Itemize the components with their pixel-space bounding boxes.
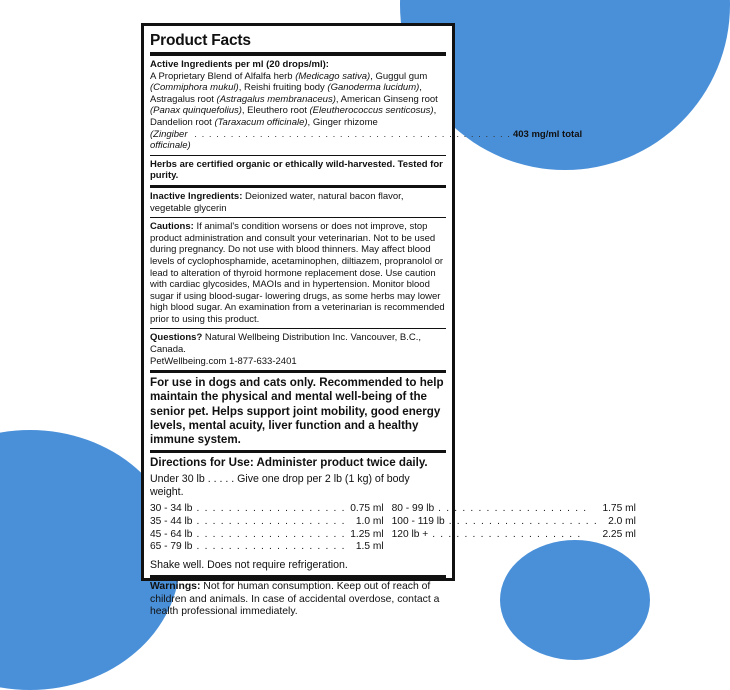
warnings-label: Warnings:: [150, 580, 201, 592]
active-ingredients-total-row: [150, 128, 583, 152]
cautions-text: If animal's condition worsens or does not improve, stop product administration and consult your veterinarian. Not to be used during pregnancy. Do not use with blood thinners. May affect blood levels of cyclophosphamide, acetaminophen, diltiazem, propranolol or lead to alteration of thyroid hormone replacement dose. Use caution with cardiac glycosides, MAOIs and in hypertension. Monitor blood sugar if using blood-sugar- lowering drugs, as some herbs may lower high blood sugar. An examination from a veterinarian is recommended prior to using this product.: [150, 221, 445, 325]
product-facts-label: [141, 23, 636, 618]
shake-note: Shake well. Does not require refrigeration.: [150, 558, 348, 571]
directions-section: [150, 453, 636, 578]
dose-weight: 120 lb +: [391, 528, 429, 540]
cautions-label: Cautions:: [150, 221, 194, 233]
dose-table: [150, 503, 636, 553]
ingredient-name: , Ginger rhizome: [307, 116, 378, 128]
dose-weight: 30 - 34 lb: [150, 503, 193, 515]
warnings-text: Not for human consumption. Keep out of reach of children and animals. In case of accidental overdose, contact a health professional immediately.: [150, 580, 440, 618]
latin-name: (Eleutherococcus senticosus): [309, 105, 434, 117]
dose-row: [150, 503, 384, 516]
use-text: For use in dogs and cats only. Recommended to help maintain the physical and mental well-being of the senior pet. Helps support joint mobility, good energy levels, mental acuity, liver function and a healthy immune system.: [150, 376, 444, 447]
dose-amount: 2.0 ml: [608, 516, 636, 528]
questions-section: [150, 329, 446, 373]
dose-weight: 80 - 99 lb: [391, 503, 435, 515]
latin-name: (Taraxacum officinale): [214, 116, 308, 128]
latin-name: (Medicago sativa): [295, 70, 371, 82]
dose-weight: 65 - 79 lb: [150, 541, 193, 553]
directions-under-30: Under 30 lb . . . . . Give one drop per 2 lb (1 kg) of body weight.: [150, 473, 410, 499]
dose-amount: 2.25 ml: [602, 528, 636, 540]
ingredient-name: , Astragalus root: [150, 82, 422, 105]
dot-leader: . . . . . . . . . . . . . . . . . . .: [192, 528, 346, 540]
warnings-section: [150, 578, 446, 622]
inactive-ingredients-label: Inactive Ingredients:: [150, 190, 243, 202]
inactive-ingredients-section: [150, 188, 446, 218]
dose-amount: 1.0 ml: [355, 516, 384, 528]
dose-amount: 1.25 ml: [350, 528, 384, 540]
dose-row: [392, 529, 636, 542]
dot-leader: . . . . . . . . . . . . . . . . . . .: [192, 503, 346, 515]
dot-leader: . . . . . . . . . . . . . . . . . . . . . . . . . . . . . . . . . . . . . . . . . . . .: [190, 128, 511, 140]
questions-text: Natural Wellbeing Distribution Inc. Vancouver, B.C., Canada.: [150, 332, 422, 356]
ingredient-name: , Eleuthero root: [241, 105, 310, 117]
questions-label: Questions?: [150, 332, 203, 344]
latin-name: (Astragalus membranaceus): [216, 93, 336, 105]
dose-row: [150, 516, 384, 529]
cautions-section: [150, 218, 446, 329]
dose-amount: 1.5 ml: [355, 541, 384, 553]
active-ingredients-heading: Active Ingredients per ml (20 drops/ml):: [150, 59, 329, 70]
active-ingredients-text: [150, 71, 446, 129]
dot-leader: . . . . . . . . . . . . . . . . . . .: [192, 516, 346, 528]
dose-row: [150, 529, 384, 542]
dot-leader: . . . . . . . . . . . . . . . . . . .: [192, 541, 346, 553]
active-ingredients-section: [150, 56, 583, 156]
certified-section: [150, 156, 446, 188]
use-section: [150, 373, 446, 453]
dose-weight: 100 - 119 lb: [391, 516, 445, 528]
dose-row: [150, 541, 384, 554]
certified-text: Herbs are certified organic or ethically wild-harvested. Tested for purity.: [150, 158, 443, 182]
latin-name: (Ganoderma lucidum): [327, 82, 420, 94]
latin-name: (Panax quinquefolius): [150, 105, 242, 117]
active-ingredients-total: 403 mg/ml total: [512, 128, 583, 140]
directions-heading: Directions for Use: Administer product twice daily.: [150, 456, 428, 470]
dose-amount: 0.75 ml: [350, 503, 384, 515]
inactive-ingredients-text: Deionized water, natural bacon flavor, vegetable glycerin: [150, 190, 404, 214]
dose-row: [392, 516, 636, 529]
ingredient-name: , American Ginseng root: [335, 93, 438, 105]
questions-contact: PetWellbeing.com 1-877-633-2401: [150, 355, 297, 367]
dot-leader: . . . . . . . . . . . . . . . . . . .: [444, 516, 598, 528]
active-ingredients-last-latin: (Zingiber officinale): [150, 128, 191, 152]
dose-weight: 45 - 64 lb: [150, 528, 193, 540]
dose-column-left: [150, 503, 384, 553]
decorative-blob-bottom-right: [500, 540, 650, 660]
ingredient-name: , Reishi fruiting body: [238, 82, 328, 94]
label-title: Product Facts: [150, 32, 446, 56]
ingredient-name: A Proprietary Blend of Alfalfa herb: [150, 70, 296, 82]
ingredient-name: , Dandelion root: [150, 105, 437, 128]
dot-leader: . . . . . . . . . . . . . . . . . . .: [428, 528, 582, 540]
dose-amount: 1.75 ml: [602, 503, 636, 515]
ingredient-name: , Guggul gum: [370, 70, 428, 82]
dot-leader: . . . . . . . . . . . . . . . . . . .: [434, 503, 588, 515]
dose-weight: 35 - 44 lb: [150, 516, 193, 528]
latin-name: (Commiphora mukul): [150, 82, 239, 94]
dose-row: [392, 503, 636, 516]
dose-column-right: [392, 503, 636, 553]
